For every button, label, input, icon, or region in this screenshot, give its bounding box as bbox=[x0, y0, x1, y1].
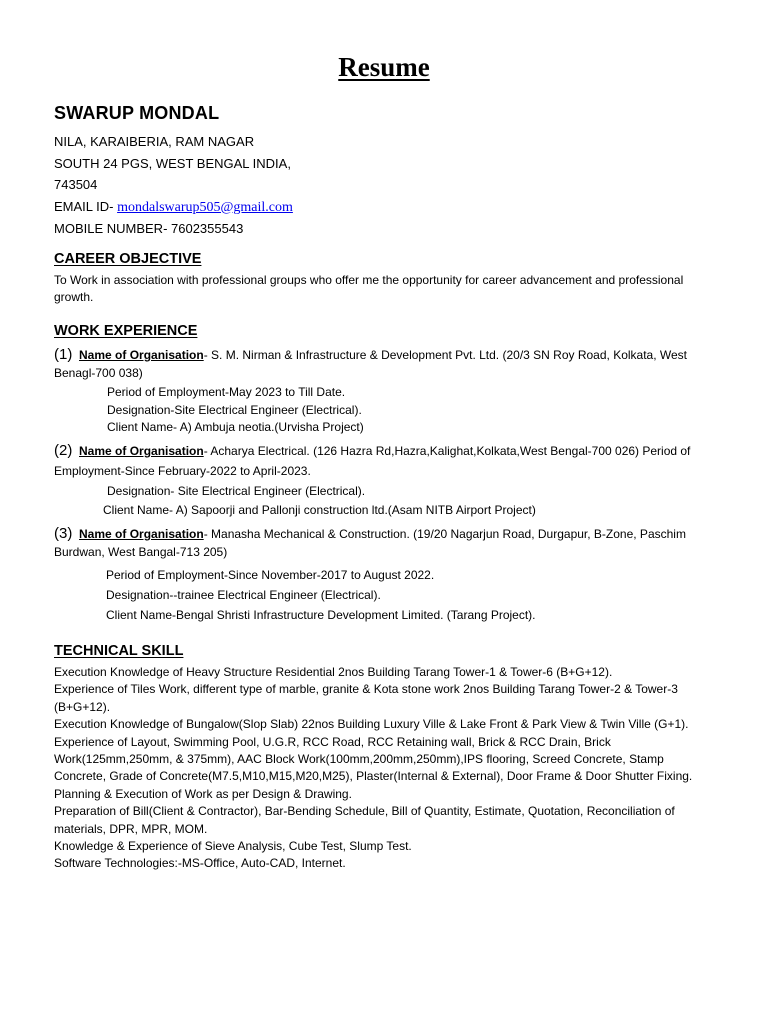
organisation-1 bbox=[54, 346, 720, 382]
skill-item: Experience of Tiles Work, different type of marble, granite & Kota stone work 2nos Building Tarang Tower-2 & Tower-3 (B+G+12). bbox=[54, 682, 678, 714]
career-objective-heading: CAREER OBJECTIVE bbox=[54, 251, 202, 267]
organisation-3 bbox=[54, 525, 720, 561]
org-number: (2) bbox=[54, 442, 73, 459]
skill-item: Knowledge & Experience of Sieve Analysis, Cube Test, Slump Test. bbox=[54, 839, 412, 854]
org-1-designation: Designation-Site Electrical Engineer (Electrical). bbox=[107, 403, 362, 417]
org-2-client: Client Name- A) Sapoorji and Pallonji construction ltd.(Asam NITB Airport Project) bbox=[103, 503, 536, 517]
skill-item: Execution Knowledge of Bungalow(Slop Slab) 22nos Building Luxury Ville & Lake Front & Park View & Twin Ville (G+1). bbox=[54, 717, 689, 732]
skill-item: Software Technologies:-MS-Office, Auto-CAD, Internet. bbox=[54, 856, 346, 871]
technical-skill-list bbox=[54, 664, 716, 873]
work-experience-heading: WORK EXPERIENCE bbox=[54, 323, 198, 339]
mobile-number: MOBILE NUMBER- 7602355543 bbox=[54, 221, 244, 237]
org-3-designation: Designation--trainee Electrical Engineer (Electrical). bbox=[106, 588, 381, 602]
skill-item: Planning & Execution of Work as per Design & Drawing. bbox=[54, 786, 352, 801]
org-label: Name of Organisation bbox=[79, 527, 204, 541]
career-objective-text: To Work in association with professional groups who offer me the opportunity for career advancement and professional growth. bbox=[54, 273, 684, 304]
address-line-2: SOUTH 24 PGS, WEST BENGAL INDIA, bbox=[54, 155, 291, 171]
org-1-client: Client Name- A) Ambuja neotia.(Urvisha Project) bbox=[107, 420, 364, 434]
org-number: (1) bbox=[54, 346, 73, 363]
org-number: (3) bbox=[54, 525, 73, 542]
page-title: Resume bbox=[338, 52, 430, 82]
org-description: - Manasha Mechanical & Construction. (19/20 Nagarjun Road, Durgapur, B-Zone, Paschim Burdwan, West Bangal-713 205) bbox=[54, 527, 686, 559]
org-3-client: Client Name-Bengal Shristi Infrastructure Development Limited. (Tarang Project). bbox=[106, 608, 536, 622]
org-label: Name of Organisation bbox=[79, 348, 204, 362]
pin-code: 743504 bbox=[54, 177, 98, 193]
organisation-2 bbox=[54, 441, 720, 481]
email-line bbox=[54, 196, 293, 219]
org-3-period: Period of Employment-Since November-2017 to August 2022. bbox=[106, 568, 435, 582]
address-line-1: NILA, KARAIBERIA, RAM NAGAR bbox=[54, 134, 255, 149]
org-1-period: Period of Employment-May 2023 to Till Date. bbox=[107, 385, 346, 399]
email-label: EMAIL ID- bbox=[54, 198, 118, 214]
email-link[interactable]: mondalswarup505@gmail.com bbox=[117, 199, 293, 215]
technical-skill-heading: TECHNICAL SKILL bbox=[54, 643, 184, 659]
org-description: - S. M. Nirman & Infrastructure & Development Pvt. Ltd. (20/3 SN Roy Road, Kolkata, West Benagl-700 038) bbox=[54, 348, 688, 380]
org-2-designation: Designation- Site Electrical Engineer (Electrical). bbox=[107, 484, 366, 498]
org-label: Name of Organisation bbox=[79, 444, 204, 458]
skill-item: Execution Knowledge of Heavy Structure Residential 2nos Building Tarang Tower-1 & Tower-6 (B+G+12). bbox=[54, 665, 613, 679]
contact-block bbox=[54, 131, 293, 240]
candidate-name: SWARUP MONDAL bbox=[54, 103, 220, 123]
skill-item: Experience of Layout, Swimming Pool, U.G.R, RCC Road, RCC Retaining wall, Brick & RCC Drain, Brick Work(125mm,250mm, & 375mm), AAC Block Work(100mm,200mm,250mm),IPS flooring, Screed Concrete, Stamp Concrete, Grade of Concrete(M7.5,M10,M15,M20,M25), Plaster(Internal & External), Door Frame & Door Shutter Fixing. bbox=[54, 734, 693, 784]
org-description: - Acharya Electrical. (126 Hazra Rd,Hazra,Kalighat,Kolkata,West Bengal-700 026) Period of Employment-Since February-2022 to April-2023. bbox=[54, 444, 691, 478]
skill-item: Preparation of Bill(Client & Contractor), Bar-Bending Schedule, Bill of Quantity, Estimate, Quotation, Reconciliation of materials, DPR, MPR, MOM. bbox=[54, 804, 675, 836]
